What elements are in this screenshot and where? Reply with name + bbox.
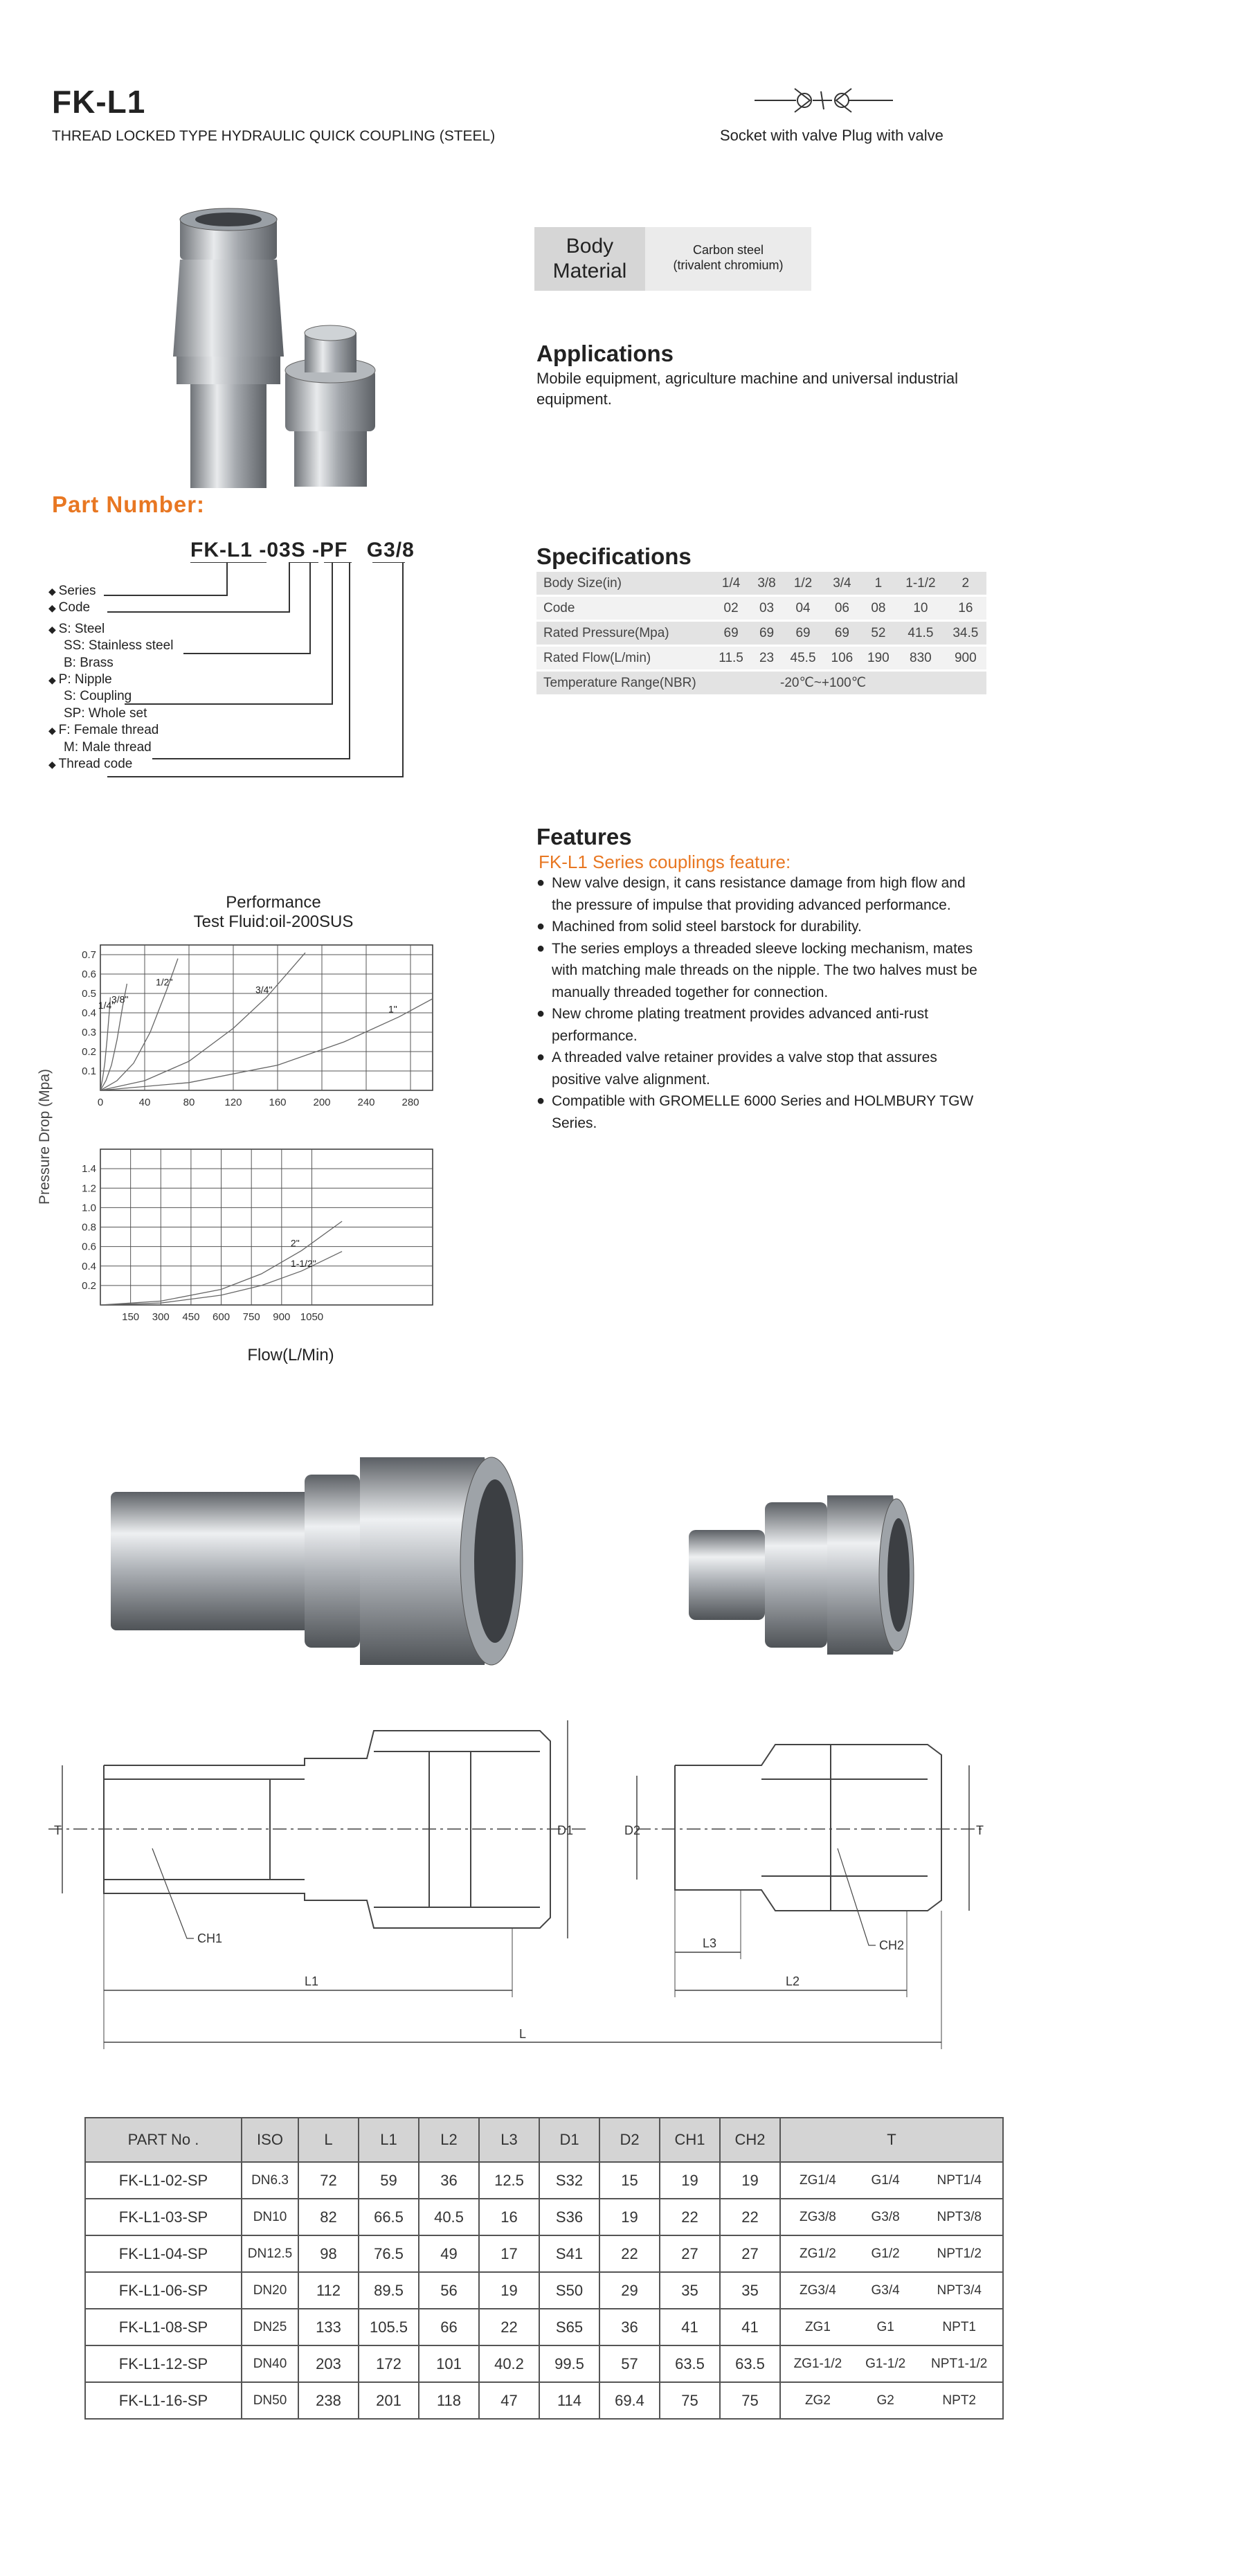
- table-cell: G1/4: [855, 2162, 917, 2199]
- table-cell: NPT1/4: [916, 2162, 1003, 2199]
- table-cell: ZG1: [780, 2309, 855, 2345]
- dims-header: L2: [419, 2118, 479, 2162]
- table-cell: NPT3/8: [916, 2199, 1003, 2235]
- part-number-code: [190, 539, 415, 562]
- applications-heading: Applications: [536, 341, 674, 366]
- legend-item: B: Brass: [64, 655, 114, 670]
- table-cell: 172: [359, 2345, 419, 2382]
- table-cell: 41: [660, 2309, 720, 2345]
- dims-header: L1: [359, 2118, 419, 2162]
- table-cell: 57: [599, 2345, 660, 2382]
- table-cell: G1/2: [855, 2235, 917, 2272]
- drawing-label-ch2: CH2: [879, 1938, 905, 1952]
- material-label-line1: Body: [566, 235, 614, 258]
- table-cell: 19: [720, 2162, 780, 2199]
- table-cell: 19: [660, 2162, 720, 2199]
- code-thread: G3/8: [366, 539, 415, 561]
- y-tick-label: 1.2: [82, 1182, 96, 1195]
- legend-item: ◆ F: Female thread: [48, 722, 173, 739]
- table-cell: NPT3/4: [916, 2272, 1003, 2309]
- spec-label: Code: [536, 596, 711, 621]
- y-tick-label: 1.0: [82, 1202, 96, 1214]
- feature-item: ● A threaded valve retainer provides a valve stop that assures positive valve alignment.: [536, 1047, 979, 1090]
- specifications-table: [536, 572, 986, 696]
- legend-item: SP: Whole set: [64, 705, 147, 721]
- table-cell: 133: [298, 2309, 359, 2345]
- table-cell: 82: [298, 2199, 359, 2235]
- body-material-label: [534, 227, 645, 291]
- spec-cell: 2: [945, 572, 986, 596]
- part-number-cell: FK-L1-12-SP: [85, 2345, 242, 2382]
- table-cell: 40.5: [419, 2199, 479, 2235]
- table-cell: 99.5: [539, 2345, 599, 2382]
- dims-header: CH1: [660, 2118, 720, 2162]
- pressure-drop-chart-small: [66, 931, 467, 1139]
- table-cell: ZG1/2: [780, 2235, 855, 2272]
- series-label: 3/8": [111, 993, 129, 1005]
- table-cell: ZG3/4: [780, 2272, 855, 2309]
- table-cell: 27: [660, 2235, 720, 2272]
- series-label: 2": [290, 1237, 300, 1249]
- table-cell: 16: [479, 2199, 539, 2235]
- series-line: [100, 953, 305, 1090]
- drawing-label-l1: L1: [305, 1974, 319, 1988]
- dims-header: ISO: [242, 2118, 298, 2162]
- series-line: [100, 998, 110, 1090]
- table-cell: 35: [660, 2272, 720, 2309]
- table-cell: DN25: [242, 2309, 298, 2345]
- dims-header: T: [780, 2118, 1003, 2162]
- table-cell: 47: [479, 2382, 539, 2419]
- table-cell: G1-1/2: [855, 2345, 917, 2382]
- table-cell: ZG3/8: [780, 2199, 855, 2235]
- x-tick-label: 160: [269, 1097, 287, 1108]
- table-cell: 63.5: [660, 2345, 720, 2382]
- table-cell: DN20: [242, 2272, 298, 2309]
- table-cell: 22: [660, 2199, 720, 2235]
- table-cell: 19: [479, 2272, 539, 2309]
- table-cell: 41: [720, 2309, 780, 2345]
- y-tick-label: 0.4: [82, 1007, 96, 1019]
- spec-label: Rated Flow(L/min): [536, 646, 711, 671]
- table-cell: 63.5: [720, 2345, 780, 2382]
- spec-cell: 16: [945, 596, 986, 621]
- y-tick-label: 0.6: [82, 969, 96, 980]
- spec-label: Rated Pressure(Mpa): [536, 621, 711, 646]
- drawing-label-l3: L3: [703, 1936, 717, 1950]
- table-cell: 59: [359, 2162, 419, 2199]
- x-tick-label: 40: [138, 1097, 151, 1108]
- legend-item: ◆ S: Steel: [48, 621, 173, 638]
- table-cell: 36: [419, 2162, 479, 2199]
- spec-row: [536, 646, 986, 671]
- features-heading: Features: [536, 824, 632, 849]
- series-label: 1": [388, 1003, 397, 1015]
- series-label: 1/2": [156, 976, 173, 988]
- table-cell: NPT1/2: [916, 2235, 1003, 2272]
- dims-header: L: [298, 2118, 359, 2162]
- spec-cell: 190: [860, 646, 896, 671]
- spec-cell: 3/8: [751, 572, 782, 596]
- table-row: [85, 2345, 1003, 2382]
- spec-cell: 3/4: [824, 572, 860, 596]
- table-cell: S32: [539, 2162, 599, 2199]
- feature-item: ● New chrome plating treatment provides advanced anti-rust performance.: [536, 1003, 979, 1047]
- spec-cell: 1: [860, 572, 896, 596]
- drawing-label-t-left: T: [54, 1823, 62, 1837]
- spec-cell: 34.5: [945, 621, 986, 646]
- spec-label: Temperature Range(NBR): [536, 671, 711, 696]
- x-tick-label: 1050: [300, 1311, 324, 1323]
- y-tick-label: 0.2: [82, 1279, 96, 1292]
- x-tick-label: 80: [183, 1097, 195, 1108]
- part-number-cell: FK-L1-02-SP: [85, 2162, 242, 2199]
- spec-row: [536, 671, 986, 696]
- y-tick-label: 0.7: [82, 949, 96, 961]
- table-row: [85, 2309, 1003, 2345]
- y-tick-label: 1.4: [82, 1163, 96, 1176]
- part-number-cell: FK-L1-03-SP: [85, 2199, 242, 2235]
- table-row: [85, 2272, 1003, 2309]
- dimensions-table: [84, 2117, 1004, 2420]
- spec-cell: -20℃~+100℃: [711, 671, 986, 696]
- table-cell: 36: [599, 2309, 660, 2345]
- table-cell: 101: [419, 2345, 479, 2382]
- table-cell: 114: [539, 2382, 599, 2419]
- legend-item: ◆ Series: [48, 583, 173, 600]
- part-number-heading: Part Number:: [52, 492, 206, 517]
- table-cell: 203: [298, 2345, 359, 2382]
- chart-title-block: [90, 893, 457, 932]
- spec-cell: 1/4: [711, 572, 751, 596]
- spec-cell: 45.5: [782, 646, 824, 671]
- table-cell: 17: [479, 2235, 539, 2272]
- legend-item: SS: Stainless steel: [64, 638, 174, 654]
- x-tick-label: 600: [213, 1311, 231, 1323]
- drawing-label-d1: D1: [557, 1823, 574, 1837]
- table-cell: 12.5: [479, 2162, 539, 2199]
- features-list: [536, 872, 979, 1134]
- specifications-heading: Specifications: [536, 543, 692, 569]
- material-label-line2: Material: [552, 260, 627, 282]
- table-cell: DN40: [242, 2345, 298, 2382]
- spec-row: [536, 596, 986, 621]
- feature-item: ● Machined from solid steel barstock for durability.: [536, 916, 979, 938]
- dims-header: L3: [479, 2118, 539, 2162]
- table-cell: ZG1-1/2: [780, 2345, 855, 2382]
- table-cell: S41: [539, 2235, 599, 2272]
- spec-cell: 69: [782, 621, 824, 646]
- spec-cell: 52: [860, 621, 896, 646]
- part-number-cell: FK-L1-06-SP: [85, 2272, 242, 2309]
- table-cell: NPT1: [916, 2309, 1003, 2345]
- table-cell: 15: [599, 2162, 660, 2199]
- part-number-cell: FK-L1-16-SP: [85, 2382, 242, 2419]
- pressure-drop-chart-large: [66, 1142, 467, 1350]
- table-cell: 40.2: [479, 2345, 539, 2382]
- symbol-caption: Socket with valve Plug with valve: [720, 127, 943, 144]
- legend-item: M: Male thread: [64, 739, 152, 755]
- spec-cell: 10: [896, 596, 945, 621]
- table-cell: G1: [855, 2309, 917, 2345]
- x-tick-label: 750: [242, 1311, 260, 1323]
- spec-cell: 04: [782, 596, 824, 621]
- spec-cell: 69: [711, 621, 751, 646]
- spec-cell: 11.5: [711, 646, 751, 671]
- applications-text: Mobile equipment, agriculture machine and universal industrial equipment.: [536, 370, 958, 408]
- table-cell: 76.5: [359, 2235, 419, 2272]
- table-cell: ZG1/4: [780, 2162, 855, 2199]
- table-cell: 112: [298, 2272, 359, 2309]
- table-cell: 66: [419, 2309, 479, 2345]
- drawing-label-d2: D2: [624, 1823, 641, 1837]
- table-cell: ZG2: [780, 2382, 855, 2419]
- body-material-box: [534, 227, 811, 291]
- spec-cell: 1/2: [782, 572, 824, 596]
- table-cell: 89.5: [359, 2272, 419, 2309]
- x-tick-label: 900: [273, 1311, 291, 1323]
- table-cell: DN50: [242, 2382, 298, 2419]
- x-tick-label: 300: [152, 1311, 170, 1323]
- table-row: [85, 2235, 1003, 2272]
- y-tick-label: 0.1: [82, 1065, 96, 1077]
- table-cell: 56: [419, 2272, 479, 2309]
- part-number-cell: FK-L1-08-SP: [85, 2309, 242, 2345]
- drawing-label-l2: L2: [786, 1974, 800, 1988]
- dimension-drawing: [42, 1710, 1011, 2077]
- code-series: FK-L1: [190, 539, 253, 561]
- table-row: [85, 2199, 1003, 2235]
- part-number-cell: FK-L1-04-SP: [85, 2235, 242, 2272]
- spec-cell: 1-1/2: [896, 572, 945, 596]
- table-cell: 29: [599, 2272, 660, 2309]
- spec-cell: 23: [751, 646, 782, 671]
- table-cell: 19: [599, 2199, 660, 2235]
- body-material-value: [645, 227, 811, 291]
- table-cell: 22: [479, 2309, 539, 2345]
- drawing-label-l: L: [519, 2027, 527, 2041]
- spec-cell: 03: [751, 596, 782, 621]
- table-cell: DN12.5: [242, 2235, 298, 2272]
- table-cell: S36: [539, 2199, 599, 2235]
- table-cell: 75: [660, 2382, 720, 2419]
- table-cell: 238: [298, 2382, 359, 2419]
- model-title: FK-L1: [52, 84, 146, 120]
- dims-header: PART No .: [85, 2118, 242, 2162]
- table-cell: 98: [298, 2235, 359, 2272]
- table-cell: 72: [298, 2162, 359, 2199]
- table-cell: NPT1-1/2: [916, 2345, 1003, 2382]
- spec-label: Body Size(in): [536, 572, 711, 596]
- dims-header: CH2: [720, 2118, 780, 2162]
- chart-title: Performance: [226, 893, 321, 912]
- table-cell: 118: [419, 2382, 479, 2419]
- product-subtitle: THREAD LOCKED TYPE HYDRAULIC QUICK COUPLING (STEEL): [52, 128, 496, 144]
- legend-item: ◆ P: Nipple: [48, 672, 173, 688]
- chart-ylabel: Pressure Drop (Mpa): [37, 1068, 53, 1205]
- spec-cell: 69: [751, 621, 782, 646]
- spec-cell: 02: [711, 596, 751, 621]
- table-cell: 75: [720, 2382, 780, 2419]
- feature-item: ● The series employs a threaded sleeve locking mechanism, mates with matching male threads on the nipple. The two halves must be manually threaded together for connection.: [536, 938, 979, 1004]
- y-tick-label: 0.6: [82, 1241, 96, 1253]
- y-tick-label: 0.2: [82, 1046, 96, 1058]
- table-cell: G2: [855, 2382, 917, 2419]
- table-cell: 105.5: [359, 2309, 419, 2345]
- series-label: 1-1/2": [290, 1257, 316, 1269]
- table-cell: 66.5: [359, 2199, 419, 2235]
- spec-cell: 08: [860, 596, 896, 621]
- chart-subtitle: Test Fluid:oil-200SUS: [193, 912, 354, 931]
- feature-item: ● New valve design, it cans resistance damage from high flow and the pressure of impulse that providing advanced performance.: [536, 872, 979, 916]
- coupling-photo: [97, 1436, 536, 1686]
- table-cell: DN6.3: [242, 2162, 298, 2199]
- x-tick-label: 240: [357, 1097, 375, 1108]
- table-cell: 201: [359, 2382, 419, 2419]
- drawing-label-t-right: T: [976, 1823, 984, 1837]
- plot-frame: [100, 945, 433, 1090]
- x-tick-label: 200: [313, 1097, 331, 1108]
- spec-cell: 06: [824, 596, 860, 621]
- table-cell: 22: [599, 2235, 660, 2272]
- spec-cell: 41.5: [896, 621, 945, 646]
- spec-row: [536, 621, 986, 646]
- y-tick-label: 0.4: [82, 1260, 96, 1272]
- dims-header: D1: [539, 2118, 599, 2162]
- table-cell: NPT2: [916, 2382, 1003, 2419]
- table-cell: G3/4: [855, 2272, 917, 2309]
- coupling-set-photo: [138, 197, 415, 502]
- material-value-line1: Carbon steel: [692, 243, 764, 257]
- code-type: -PF: [312, 539, 348, 561]
- coupling-symbol-icon: [755, 83, 893, 118]
- table-cell: G3/8: [855, 2199, 917, 2235]
- table-cell: DN10: [242, 2199, 298, 2235]
- x-tick-label: 450: [182, 1311, 200, 1323]
- drawing-label-ch1: CH1: [197, 1931, 223, 1945]
- table-cell: 69.4: [599, 2382, 660, 2419]
- table-row: [85, 2162, 1003, 2199]
- y-tick-label: 0.8: [82, 1221, 96, 1234]
- spec-cell: 830: [896, 646, 945, 671]
- y-tick-label: 0.5: [82, 988, 96, 1000]
- spec-cell: 106: [824, 646, 860, 671]
- x-tick-label: 120: [224, 1097, 242, 1108]
- legend-item: ◆ Code: [48, 600, 173, 616]
- material-value-line2: (trivalent chromium): [673, 258, 784, 272]
- table-row: [85, 2382, 1003, 2419]
- code-size: -03S: [259, 539, 306, 561]
- table-cell: 27: [720, 2235, 780, 2272]
- table-cell: 22: [720, 2199, 780, 2235]
- features-subheading: FK-L1 Series couplings feature:: [539, 852, 791, 872]
- x-tick-label: 280: [401, 1097, 419, 1108]
- series-label: 1/4": [98, 1000, 116, 1011]
- dims-header-row: [85, 2118, 1003, 2162]
- spec-cell: 69: [824, 621, 860, 646]
- series-line: [100, 984, 460, 1090]
- table-cell: S50: [539, 2272, 599, 2309]
- y-tick-label: 0.3: [82, 1027, 96, 1038]
- table-cell: 49: [419, 2235, 479, 2272]
- series-label: 3/4": [255, 984, 273, 996]
- x-tick-label: 0: [97, 1097, 104, 1108]
- table-cell: 35: [720, 2272, 780, 2309]
- feature-item: ● Compatible with GROMELLE 6000 Series and HOLMBURY TGW Series.: [536, 1090, 979, 1134]
- legend-item: ◆ Thread code: [48, 756, 173, 773]
- spec-cell: 900: [945, 646, 986, 671]
- table-cell: S65: [539, 2309, 599, 2345]
- part-number-legend: [48, 583, 173, 773]
- dims-header: D2: [599, 2118, 660, 2162]
- x-tick-label: 150: [122, 1311, 140, 1323]
- legend-item: S: Coupling: [64, 689, 132, 704]
- spec-row: [536, 572, 986, 596]
- chart-xlabel: Flow(L/Min): [247, 1346, 334, 1364]
- nipple-photo: [665, 1475, 928, 1675]
